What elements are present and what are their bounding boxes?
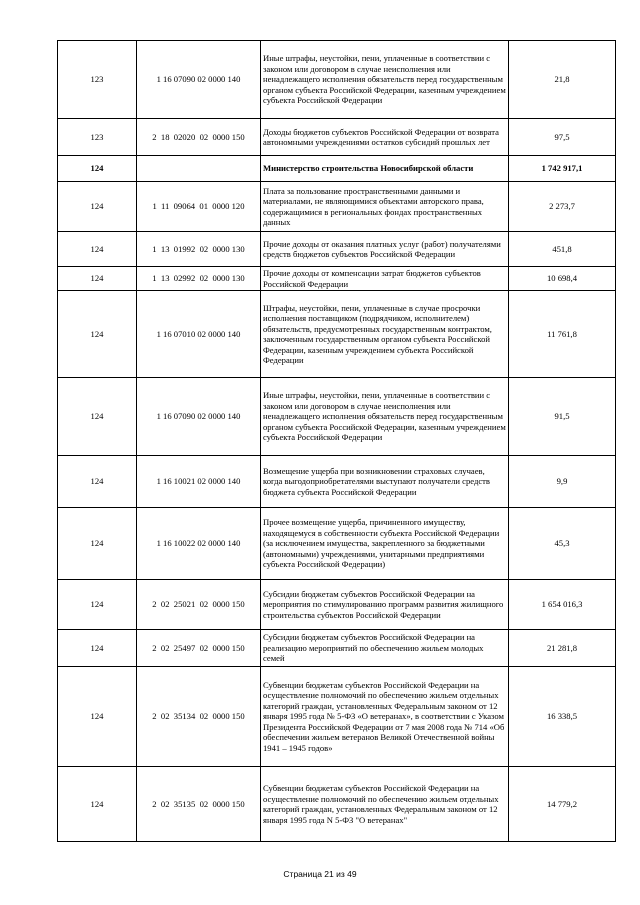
budget-code-cell: 2 18 02020 02 0000 150 xyxy=(137,119,261,156)
admin-code-cell: 124 xyxy=(58,667,137,767)
amount-cell: 2 273,7 xyxy=(509,182,616,232)
budget-code-cell: 2 02 35135 02 0000 150 xyxy=(137,767,261,842)
revenue-name-cell: Субсидии бюджетам субъектов Российской Федерации на мероприятия по стимулированию программ развития жилищного строительства субъектов Российской Федерации xyxy=(261,580,509,630)
table-row xyxy=(58,667,616,767)
admin-code-cell: 124 xyxy=(58,182,137,232)
amount-cell: 1 742 917,1 xyxy=(509,156,616,182)
revenue-name-cell: Прочее возмещение ущерба, причиненного имуществу, находящемуся в собственности субъекта Российской Федерации (за исключением имущества, закрепленного за бюджетными (автономными) учреждениями, унитарными предприятиями субъекта Российской Федерации) xyxy=(261,508,509,580)
budget-code-cell: 1 16 10021 02 0000 140 xyxy=(137,456,261,508)
amount-cell: 1 654 016,3 xyxy=(509,580,616,630)
table-row xyxy=(58,182,616,232)
budget-code-cell: 1 16 07090 02 0000 140 xyxy=(137,378,261,456)
admin-code-cell: 124 xyxy=(58,580,137,630)
budget-code-cell: 2 02 25497 02 0000 150 xyxy=(137,630,261,667)
revenue-name-cell: Субвенции бюджетам субъектов Российской Федерации на осуществление полномочий по обеспечению жильем отдельных категорий граждан, установленных Федеральным законом от 12 января 1995 года № 5-ФЗ «О ветеранах», в соответствии с Указом Президента Российской Федерации от 7 мая 2008 года № 714 «Об обеспечении жильем ветеранов Великой Отечественной войны 1941 – 1945 годов» xyxy=(261,667,509,767)
budget-code-cell xyxy=(137,156,261,182)
table-row xyxy=(58,767,616,842)
table-row xyxy=(58,232,616,267)
admin-code-cell: 124 xyxy=(58,378,137,456)
table-row xyxy=(58,267,616,291)
revenue-name-cell: Прочие доходы от оказания платных услуг (работ) получателями средств бюджетов субъектов Российской Федерации xyxy=(261,232,509,267)
amount-cell: 14 779,2 xyxy=(509,767,616,842)
table-row xyxy=(58,508,616,580)
revenue-table-body xyxy=(58,41,616,842)
table-row xyxy=(58,456,616,508)
table-row xyxy=(58,291,616,378)
table-row xyxy=(58,41,616,119)
admin-code-cell: 123 xyxy=(58,119,137,156)
admin-code-cell: 124 xyxy=(58,508,137,580)
budget-code-cell: 2 02 25021 02 0000 150 xyxy=(137,580,261,630)
table-row xyxy=(58,156,616,182)
page-footer: Страница 21 из 49 xyxy=(283,869,357,879)
admin-code-cell: 124 xyxy=(58,456,137,508)
amount-cell: 45,3 xyxy=(509,508,616,580)
admin-code-cell: 124 xyxy=(58,630,137,667)
budget-code-cell: 1 16 07090 02 0000 140 xyxy=(137,41,261,119)
table-row xyxy=(58,580,616,630)
revenue-name-cell: Доходы бюджетов субъектов Российской Федерации от возврата автономными учреждениями остатков субсидий прошлых лет xyxy=(261,119,509,156)
budget-code-cell: 1 13 02992 02 0000 130 xyxy=(137,267,261,291)
amount-cell: 451,8 xyxy=(509,232,616,267)
amount-cell: 11 761,8 xyxy=(509,291,616,378)
amount-cell: 97,5 xyxy=(509,119,616,156)
revenue-name-cell: Субсидии бюджетам субъектов Российской Федерации на реализацию мероприятий по обеспечению жильем молодых семей xyxy=(261,630,509,667)
revenue-name-cell: Плата за пользование пространственными данными и материалами, не являющимися объектами авторского права, содержащимися в региональных фондах пространственных данных xyxy=(261,182,509,232)
amount-cell: 10 698,4 xyxy=(509,267,616,291)
amount-cell: 9,9 xyxy=(509,456,616,508)
admin-code-cell: 124 xyxy=(58,767,137,842)
revenue-name-cell: Иные штрафы, неустойки, пени, уплаченные в соответствии с законом или договором в случае неисполнения или ненадлежащего исполнения обязательств перед государственным органом субъекта Российской Федерации, казенным учреждением субъекта Российской Федерации xyxy=(261,378,509,456)
budget-code-cell: 1 11 09064 01 0000 120 xyxy=(137,182,261,232)
budget-code-cell: 1 16 10022 02 0000 140 xyxy=(137,508,261,580)
table-row xyxy=(58,630,616,667)
budget-code-cell: 1 13 01992 02 0000 130 xyxy=(137,232,261,267)
revenue-name-cell: Прочие доходы от компенсации затрат бюджетов субъектов Российской Федерации xyxy=(261,267,509,291)
table-row xyxy=(58,378,616,456)
amount-cell: 21,8 xyxy=(509,41,616,119)
revenue-name-cell: Субвенции бюджетам субъектов Российской Федерации на осуществление полномочий по обеспечению жильем отдельных категорий граждан, установленных Федеральным законом от 12 января 1995 года N 5-ФЗ "О ветеранах" xyxy=(261,767,509,842)
revenue-name-cell: Возмещение ущерба при возникновении страховых случаев, когда выгодоприобретателями выступают получатели средств бюджета субъекта Российской Федерации xyxy=(261,456,509,508)
budget-code-cell: 1 16 07010 02 0000 140 xyxy=(137,291,261,378)
budget-code-cell: 2 02 35134 02 0000 150 xyxy=(137,667,261,767)
admin-code-cell: 124 xyxy=(58,291,137,378)
admin-code-cell: 124 xyxy=(58,267,137,291)
amount-cell: 91,5 xyxy=(509,378,616,456)
revenue-name-cell: Министерство строительства Новосибирской области xyxy=(261,156,509,182)
admin-code-cell: 124 xyxy=(58,232,137,267)
revenue-name-cell: Иные штрафы, неустойки, пени, уплаченные в соответствии с законом или договором в случае неисполнения или ненадлежащего исполнения обязательств перед государственным органом субъекта Российской Федерации, казенным учреждением субъекта Российской Федерации xyxy=(261,41,509,119)
amount-cell: 16 338,5 xyxy=(509,667,616,767)
revenue-table xyxy=(57,40,616,842)
revenue-name-cell: Штрафы, неустойки, пени, уплаченные в случае просрочки исполнения поставщиком (подрядчиком, исполнителем) обязательств, предусмотренных государственным контрактом, заключенным государственным органом субъекта Российской Федерации, казенным учреждением субъекта Российской Федерации xyxy=(261,291,509,378)
admin-code-cell: 123 xyxy=(58,41,137,119)
admin-code-cell: 124 xyxy=(58,156,137,182)
table-row xyxy=(58,119,616,156)
amount-cell: 21 281,8 xyxy=(509,630,616,667)
